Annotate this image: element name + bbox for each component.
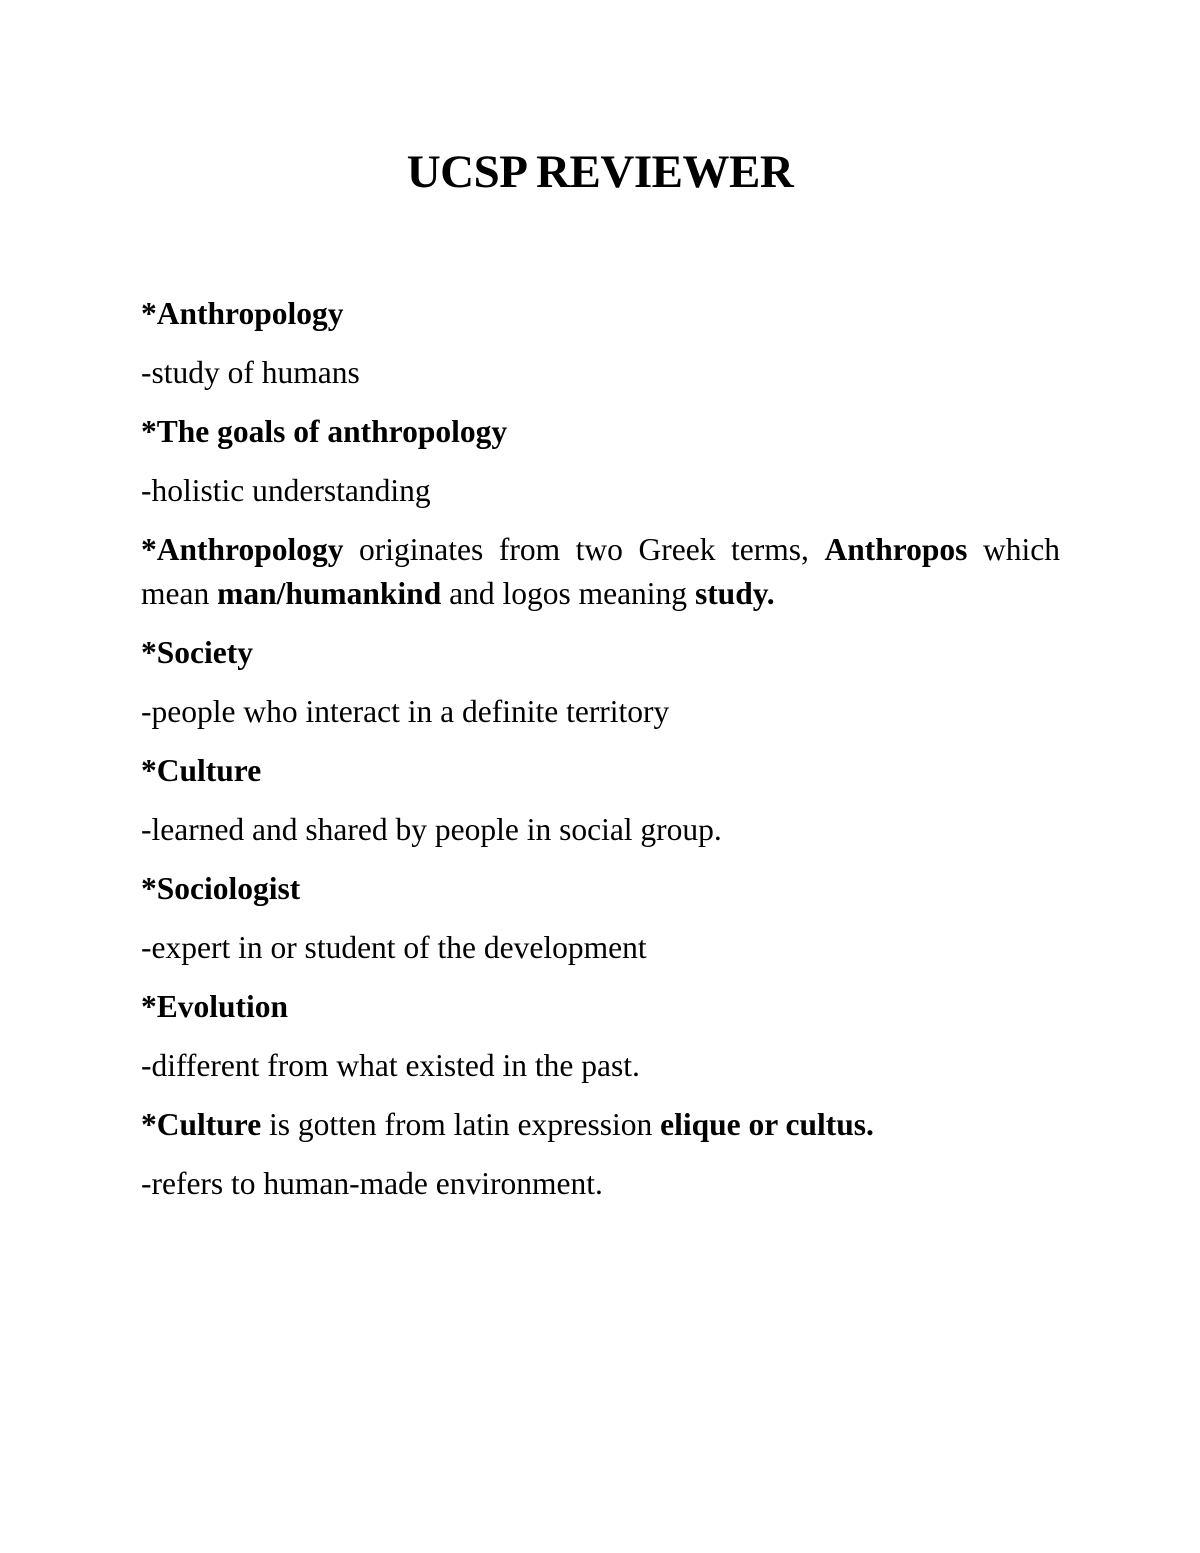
culture-etymology-paragraph: *Culture is gotten from latin expression elique or cultus. xyxy=(141,1107,874,1142)
etymology-greek-word: Anthropos xyxy=(824,532,968,567)
anthropology-etymology-paragraph: *Anthropology originates from two Greek terms, Anthropos which mean man/humankind and logos meaning study. xyxy=(141,532,1060,611)
definition-society: -people who interact in a definite territory xyxy=(141,694,670,729)
definition-anthropology: -study of humans xyxy=(141,355,360,390)
term-goals-of-anthropology: *The goals of anthropology xyxy=(141,414,508,449)
term-anthropology: *Anthropology xyxy=(141,296,344,331)
term-culture: *Culture xyxy=(141,753,262,788)
culture-etymology-term: *Culture xyxy=(141,1107,262,1142)
etymology-meaning: man/humankind xyxy=(217,576,442,611)
culture-latin-expression: elique or cultus. xyxy=(660,1107,874,1142)
definition-sociologist: -expert in or student of the development xyxy=(141,930,647,965)
definition-goals-of-anthropology: -holistic understanding xyxy=(141,473,431,508)
page-title: UCSP REVIEWER xyxy=(406,146,794,198)
etymology-logos-meaning: study. xyxy=(694,576,775,611)
etymology-term: *Anthropology xyxy=(141,532,344,567)
definition-evolution: -different from what existed in the past. xyxy=(141,1048,640,1083)
definition-culture: -learned and shared by people in social group. xyxy=(141,812,722,847)
document-body xyxy=(141,292,1060,1221)
term-evolution: *Evolution xyxy=(141,989,289,1024)
definition-culture-environment: -refers to human-made environment. xyxy=(141,1166,603,1201)
term-sociologist: *Sociologist xyxy=(141,871,301,906)
term-society: *Society xyxy=(141,635,253,670)
